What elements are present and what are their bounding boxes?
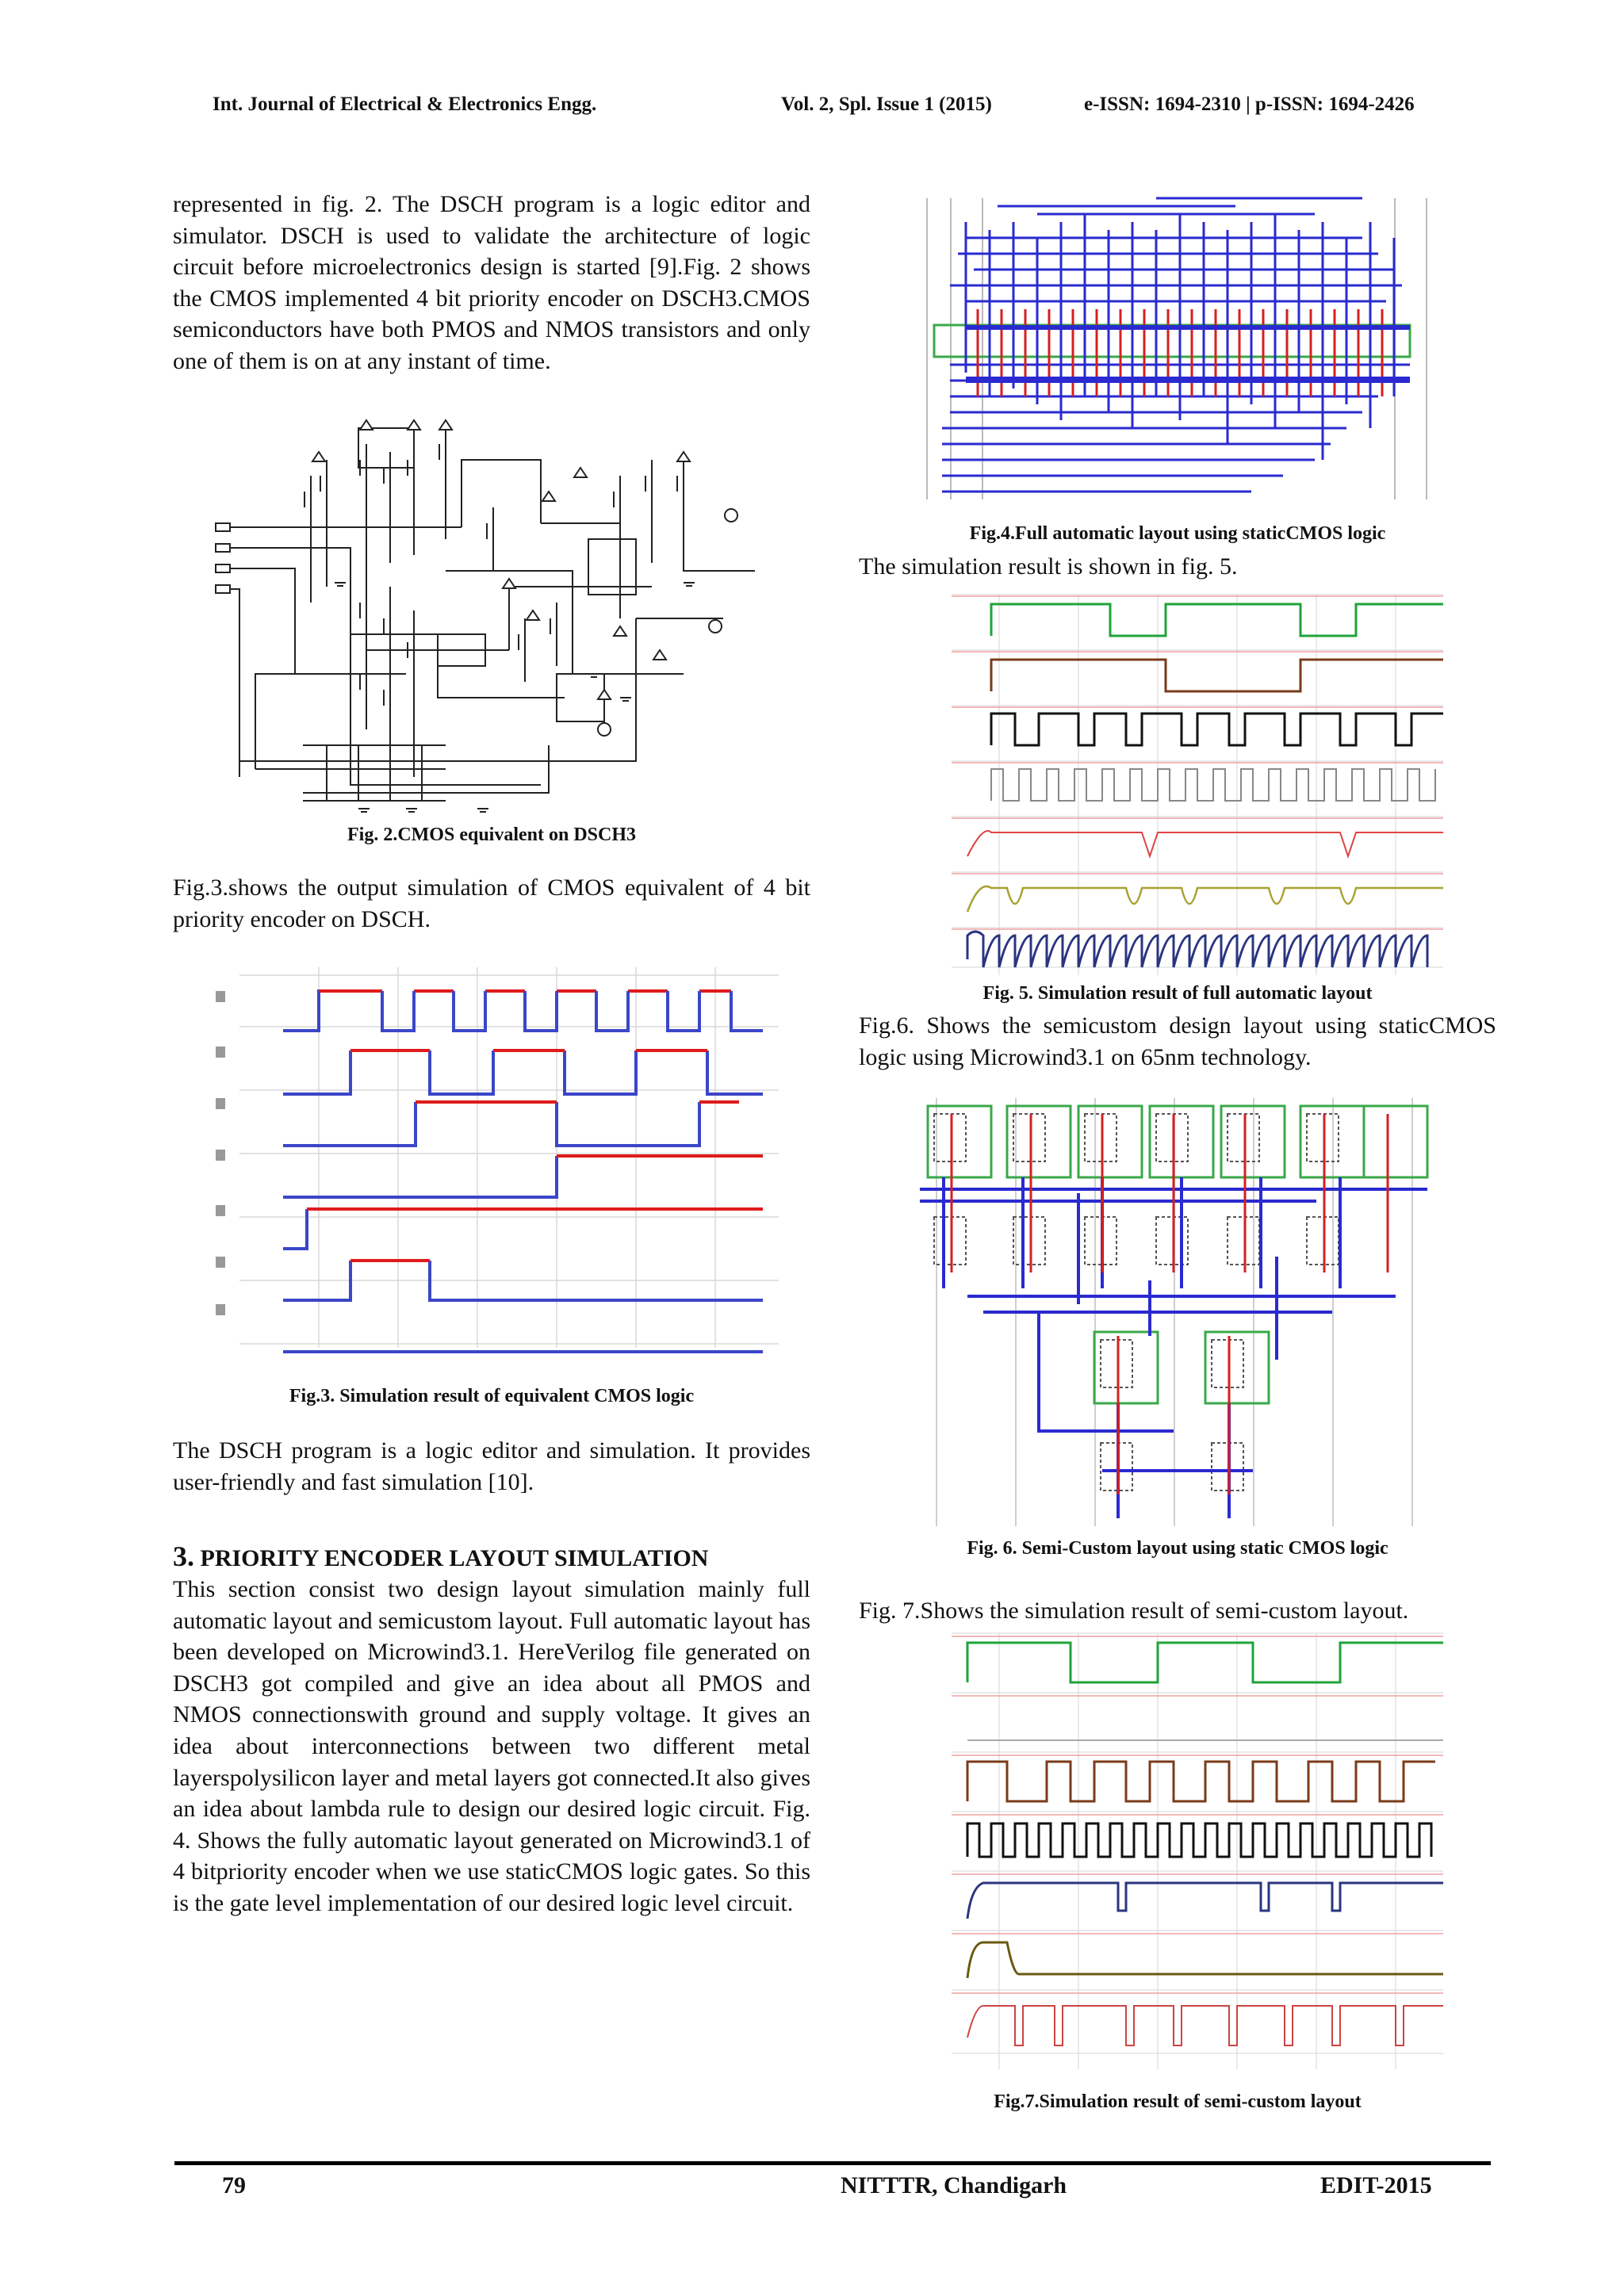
dsch-waveform-plot	[208, 951, 779, 1380]
paragraph-dsch-description: The DSCH program is a logic editor and simulation. It provides user-friendly and fast simulation [10].	[173, 1437, 810, 1495]
footer-event: EDIT-2015	[1320, 2172, 1432, 2198]
paragraph-intro: represented in fig. 2. The DSCH program is a logic editor and simulator. DSCH is used to validate the architecture of logic circuit before microelectronics design is started [9].Fig. 2 shows the CMOS implemented 4 bit priority encoder on DSCH3.CMOS semiconductors have both PMOS and NMOS transistors and only one of them is on at any instant of time.	[173, 191, 810, 374]
fig6-caption: Fig. 6. Semi-Custom layout using static CMOS logic	[967, 1538, 1388, 1559]
fig5-caption: Fig. 5. Simulation result of full automatic layout	[982, 983, 1373, 1004]
issn-info: e-ISSN: 1694-2310 | p-ISSN: 1694-2426	[1084, 94, 1415, 115]
semicustom-layout-drawing	[920, 1098, 1451, 1530]
section-number: 3.	[173, 1540, 194, 1572]
fig3-caption: Fig.3. Simulation result of equivalent CMOS logic	[289, 1386, 695, 1406]
page-number: 79	[222, 2172, 246, 2198]
figure-semicustom-simulation	[920, 1625, 1443, 2089]
paragraph-fig3-intro: Fig.3.shows the output simulation of CMOS equivalent of 4 bit priority encoder on DSCH.	[173, 874, 810, 932]
fig7-caption: Fig.7.Simulation result of semi-custom layout	[994, 2091, 1362, 2112]
figure-cmos-schematic	[208, 412, 771, 813]
running-header	[0, 94, 1624, 125]
figure-dsch-simulation	[208, 951, 779, 1380]
figure-full-automatic-layout	[918, 190, 1442, 511]
section-heading-3	[173, 1540, 708, 1573]
volume-info: Vol. 2, Spl. Issue 1 (2015)	[781, 94, 992, 115]
semicustom-waveform-plot	[920, 1625, 1443, 2089]
footer-rule	[174, 2161, 1491, 2165]
full-automatic-waveform-plot	[920, 587, 1443, 983]
paragraph-semicustom-intro: Fig.6. Shows the semicustom design layout using staticCMOS logic using Microwind3.1 on 65nm technology.	[859, 1012, 1496, 1070]
section-title: PRIORITY ENCODER LAYOUT SIMULATION	[200, 1545, 709, 1571]
journal-title: Int. Journal of Electrical & Electronics Engg.	[213, 94, 597, 115]
footer-institution: NITTTR, Chandigarh	[841, 2172, 1067, 2198]
paragraph-layout-simulation: This section consist two design layout simulation mainly full automatic layout and semicustom layout. Full automatic layout has been developed on Microwind3.1. HereVerilog file generated on DSCH3 got compiled and give an idea about all PMOS and NMOS connectionswith ground and supply voltage. It gives an idea about interconnections between two different metal layerspolysilicon layer and metal layers got connected.It also gives an idea about lambda rule to design our desired logic circuit. Fig. 4. Shows the fully automatic layout generated on Microwind3.1 of 4 bitpriority encoder when we use staticCMOS logic gates. So this is the gate level implementation of our desired logic level circuit.	[173, 1576, 811, 1916]
paragraph-fig5-intro: The simulation result is shown in fig. 5.	[859, 553, 1238, 580]
cmos-schematic-drawing	[208, 412, 771, 813]
paragraph-semicustom-simulation: Fig. 7.Shows the simulation result of semi-custom layout.	[859, 1598, 1409, 1624]
fig2-caption: Fig. 2.CMOS equivalent on DSCH3	[347, 825, 637, 845]
figure-full-automatic-simulation	[920, 587, 1443, 983]
figure-semicustom-layout	[920, 1098, 1451, 1530]
full-automatic-layout-drawing	[918, 190, 1442, 511]
fig4-caption: Fig.4.Full automatic layout using staticCMOS logic	[969, 523, 1386, 544]
